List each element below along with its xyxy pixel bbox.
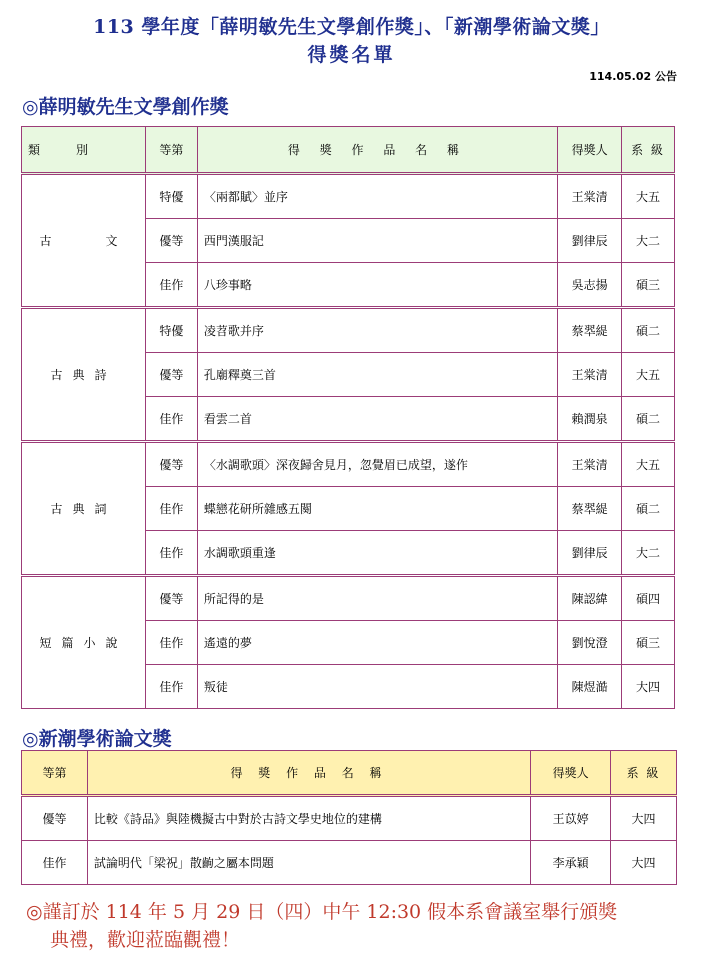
work-cell: 比較《詩品》與陸機擬古中對於古詩文學史地位的建構 <box>87 796 530 841</box>
rank-cell: 佳作 <box>145 397 197 442</box>
winner-cell: 陳認緯 <box>558 576 622 621</box>
work-cell: 遙遠的夢 <box>197 621 557 665</box>
winner-cell: 劉律辰 <box>558 531 622 576</box>
winner-cell: 賴潤泉 <box>558 397 622 442</box>
grade-cell: 大二 <box>622 531 675 576</box>
winner-cell: 蔡翆緹 <box>558 308 622 353</box>
rank-cell: 特優 <box>145 174 197 219</box>
work-cell: 水調歌頭重逢 <box>197 531 557 576</box>
winner-cell: 王棠清 <box>558 353 622 397</box>
table-row <box>22 576 675 621</box>
notice-line-2: 典禮，歡迎蒞臨觀禮！ <box>50 929 241 951</box>
col-header-grade: 系 級 <box>611 751 677 796</box>
table-header-row <box>22 751 677 796</box>
work-cell: 〈兩都賦〉並序 <box>197 174 557 219</box>
section-heading-literary: ◎薛明敏先生文學創作獎 <box>22 96 229 118</box>
table-row <box>22 174 675 219</box>
table-header-row <box>22 127 675 174</box>
grade-cell: 大五 <box>622 353 675 397</box>
work-cell: 凌苕歌并序 <box>197 308 557 353</box>
winner-cell: 吳志揚 <box>558 263 622 308</box>
work-cell: 所記得的是 <box>197 576 557 621</box>
grade-cell: 碩四 <box>622 576 675 621</box>
grade-cell: 碩二 <box>622 397 675 442</box>
category-cell: 古典詩 <box>22 308 146 442</box>
rank-cell: 佳作 <box>145 531 197 576</box>
grade-cell: 碩二 <box>622 308 675 353</box>
literary-award-table <box>21 126 675 709</box>
grade-cell: 碩三 <box>622 263 675 308</box>
col-header-winner: 得獎人 <box>531 751 611 796</box>
work-cell: 西門漢服記 <box>197 219 557 263</box>
table-row <box>22 308 675 353</box>
grade-cell: 大二 <box>622 219 675 263</box>
col-header-category: 類 別 <box>22 127 146 174</box>
category-cell: 古 文 <box>22 174 146 308</box>
winner-cell: 劉悅澄 <box>558 621 622 665</box>
rank-cell: 優等 <box>145 442 197 487</box>
notice-line-1: ◎謹訂於 114 年 5 月 29 日（四）中午 12:30 假本系會議室舉行頒獎 <box>26 901 618 923</box>
col-header-rank: 等第 <box>145 127 197 174</box>
work-cell: 蝶戀花研所雜感五闋 <box>197 487 557 531</box>
col-header-work: 得 獎 作 品 名 稱 <box>197 127 557 174</box>
col-header-work: 得 獎 作 品 名 稱 <box>87 751 530 796</box>
section-heading-academic: ◎新潮學術論文獎 <box>22 728 172 750</box>
col-header-grade: 系 級 <box>622 127 675 174</box>
winner-cell: 王苡婷 <box>531 796 611 841</box>
category-cell: 古典詞 <box>22 442 146 576</box>
winner-cell: 李承穎 <box>531 841 611 885</box>
col-header-rank: 等第 <box>22 751 88 796</box>
rank-cell: 佳作 <box>145 665 197 709</box>
work-cell: 〈水調歌頭〉深夜歸舍見月，忽覺眉已成望，遂作 <box>197 442 557 487</box>
page-title: 113 學年度「薛明敏先生文學創作獎」、「新潮學術論文獎」 <box>93 16 610 38</box>
rank-cell: 優等 <box>145 219 197 263</box>
winner-cell: 王棠清 <box>558 442 622 487</box>
page-subtitle: 得獎名單 <box>307 44 396 66</box>
winner-cell: 蔡翆緹 <box>558 487 622 531</box>
rank-cell: 佳作 <box>145 621 197 665</box>
rank-cell: 優等 <box>22 796 88 841</box>
grade-cell: 碩二 <box>622 487 675 531</box>
grade-cell: 大五 <box>622 442 675 487</box>
winner-cell: 劉律辰 <box>558 219 622 263</box>
grade-cell: 碩三 <box>622 621 675 665</box>
table-row <box>22 442 675 487</box>
rank-cell: 特優 <box>145 308 197 353</box>
rank-cell: 優等 <box>145 353 197 397</box>
work-cell: 八珍事略 <box>197 263 557 308</box>
rank-cell: 佳作 <box>145 263 197 308</box>
work-cell: 試論明代「梁祝」散齣之屬本問題 <box>87 841 530 885</box>
work-cell: 看雲二首 <box>197 397 557 442</box>
work-cell: 孔廟釋奠三首 <box>197 353 557 397</box>
table-row <box>22 841 677 885</box>
col-header-winner: 得獎人 <box>558 127 622 174</box>
category-cell: 短篇小說 <box>22 576 146 709</box>
grade-cell: 大四 <box>611 841 677 885</box>
table-row <box>22 796 677 841</box>
rank-cell: 優等 <box>145 576 197 621</box>
rank-cell: 佳作 <box>145 487 197 531</box>
winner-cell: 陳煜澔 <box>558 665 622 709</box>
work-cell: 叛徒 <box>197 665 557 709</box>
ceremony-notice <box>26 898 686 954</box>
academic-award-table <box>21 750 677 885</box>
grade-cell: 大四 <box>622 665 675 709</box>
rank-cell: 佳作 <box>22 841 88 885</box>
winner-cell: 王棠清 <box>558 174 622 219</box>
announcement-date: 114.05.02 公告 <box>589 70 677 83</box>
grade-cell: 大五 <box>622 174 675 219</box>
grade-cell: 大四 <box>611 796 677 841</box>
